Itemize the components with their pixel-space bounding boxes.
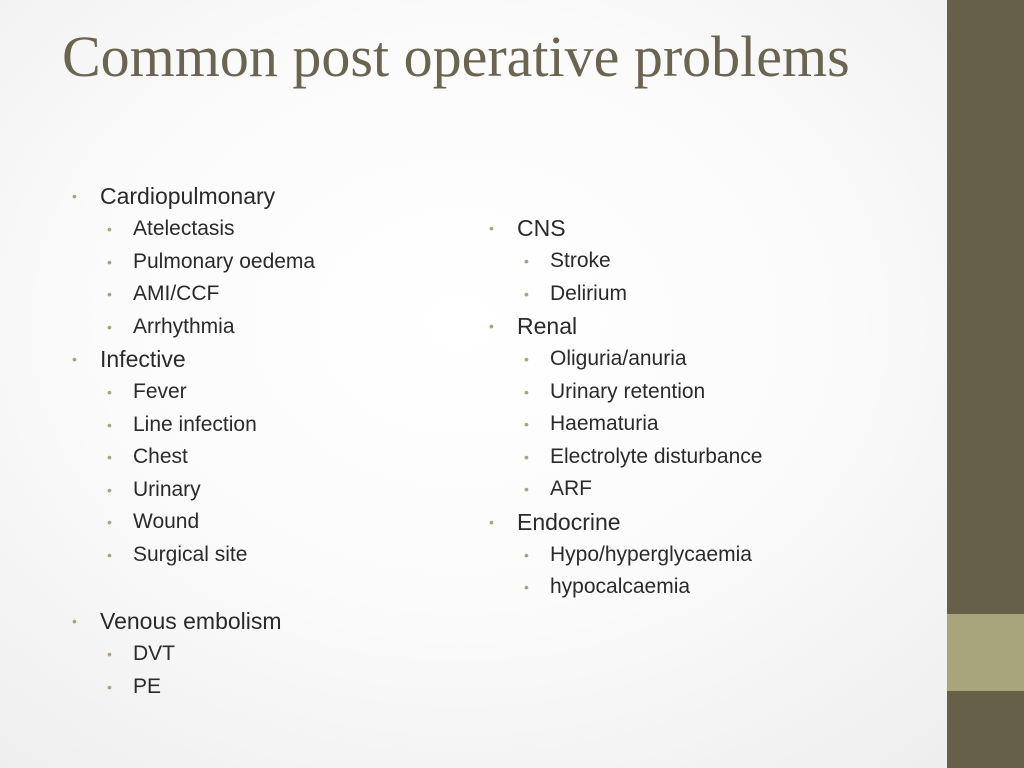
bullet-dot-icon: • [524, 285, 529, 302]
list-subitem-text: Pulmonary oedema [133, 249, 316, 273]
list-subitem-text: Chest [133, 445, 188, 468]
list-subitem [72, 441, 315, 474]
list-subitem-text: PE [133, 674, 162, 698]
list-item-text: Endocrine [517, 508, 621, 535]
bullet-dot-icon: • [72, 613, 77, 629]
bullet-dot-icon: • [107, 514, 112, 530]
list-subitem-text: Urinary [133, 477, 201, 501]
list-subitem [72, 638, 315, 671]
list-subitem [489, 473, 762, 506]
list-subitem [489, 408, 762, 441]
list-subitem [72, 213, 315, 246]
bullet-dot-icon: • [107, 286, 112, 302]
list-subitem-text: hypocalcaemia [550, 575, 691, 598]
bullet-dot-icon: • [524, 481, 529, 497]
list-subitem [489, 539, 762, 572]
bullet-dot-icon: • [107, 416, 112, 433]
list-subitem-text: Wound [133, 510, 200, 533]
list-subitem [489, 441, 762, 474]
list-subitem-text: Stroke [550, 249, 611, 272]
list-subitem [72, 671, 315, 704]
left-bullet-list [72, 180, 315, 703]
list-item [489, 212, 762, 245]
list-subitem [489, 278, 762, 311]
list-item [489, 310, 762, 343]
bullet-dot-icon: • [489, 318, 494, 334]
list-subitem [72, 376, 315, 409]
list-subitem-text: Line infection [133, 412, 257, 436]
list-subitem-text: AMI/CCF [133, 282, 220, 305]
bullet-dot-icon: • [72, 351, 77, 367]
list-item [72, 180, 315, 213]
list-item-text: CNS [517, 215, 566, 241]
sidebar-accent-block [947, 614, 1024, 691]
bullet-dot-icon: • [489, 220, 494, 236]
list-subitem-text: Oliguria/anuria [550, 347, 687, 370]
list-subitem-text: Hypo/hyperglycaemia [550, 542, 752, 566]
bullet-dot-icon: • [107, 253, 112, 270]
bullet-dot-icon: • [107, 384, 112, 400]
right-bullet-list [489, 212, 762, 604]
list-spacer [72, 571, 315, 605]
list-subitem-text: Haematuria [550, 412, 659, 435]
list-item-text: Venous embolism [100, 608, 282, 634]
bullet-dot-icon: • [107, 221, 112, 237]
list-subitem [489, 376, 762, 409]
bullet-dot-icon: • [107, 678, 112, 695]
list-subitem-text: Atelectasis [133, 217, 235, 240]
list-subitem-text: Electrolyte disturbance [550, 444, 763, 468]
list-item-text: Cardiopulmonary [100, 183, 276, 209]
bullet-dot-icon: • [72, 188, 77, 204]
list-subitem-text: ARF [550, 477, 592, 500]
list-item [72, 343, 315, 376]
bullet-dot-icon: • [107, 546, 112, 563]
bullet-dot-icon: • [524, 579, 529, 595]
list-subitem-text: DVT [133, 642, 175, 665]
list-subitem [72, 246, 315, 279]
bullet-dot-icon: • [524, 253, 529, 269]
list-subitem-text: Arrhythmia [133, 314, 235, 338]
list-item-text: Infective [100, 346, 186, 372]
list-item [489, 506, 762, 539]
bullet-dot-icon: • [524, 416, 529, 432]
bullet-dot-icon: • [107, 449, 112, 465]
list-subitem [72, 409, 315, 442]
list-subitem-text: Delirium [550, 281, 628, 305]
list-item-text: Renal [517, 313, 578, 339]
list-item [72, 605, 315, 638]
bullet-dot-icon: • [107, 318, 112, 335]
bullet-dot-icon: • [524, 546, 529, 563]
list-subitem [72, 506, 315, 539]
list-subitem-text: Surgical site [133, 542, 248, 566]
list-subitem-text: Urinary retention [550, 379, 706, 403]
bullet-dot-icon: • [524, 351, 529, 367]
bullet-dot-icon: • [524, 448, 529, 465]
list-subitem [72, 474, 315, 507]
bullet-dot-icon: • [524, 383, 529, 400]
bullet-dot-icon: • [107, 481, 112, 498]
list-subitem [489, 343, 762, 376]
bullet-dot-icon: • [489, 513, 494, 530]
list-subitem [72, 539, 315, 572]
list-subitem [72, 278, 315, 311]
list-subitem [72, 311, 315, 344]
list-subitem [489, 571, 762, 604]
bullet-dot-icon: • [107, 646, 112, 662]
slide-title: Common post operative problems [62, 24, 850, 89]
list-subitem-text: Fever [133, 380, 187, 403]
list-subitem [489, 245, 762, 278]
